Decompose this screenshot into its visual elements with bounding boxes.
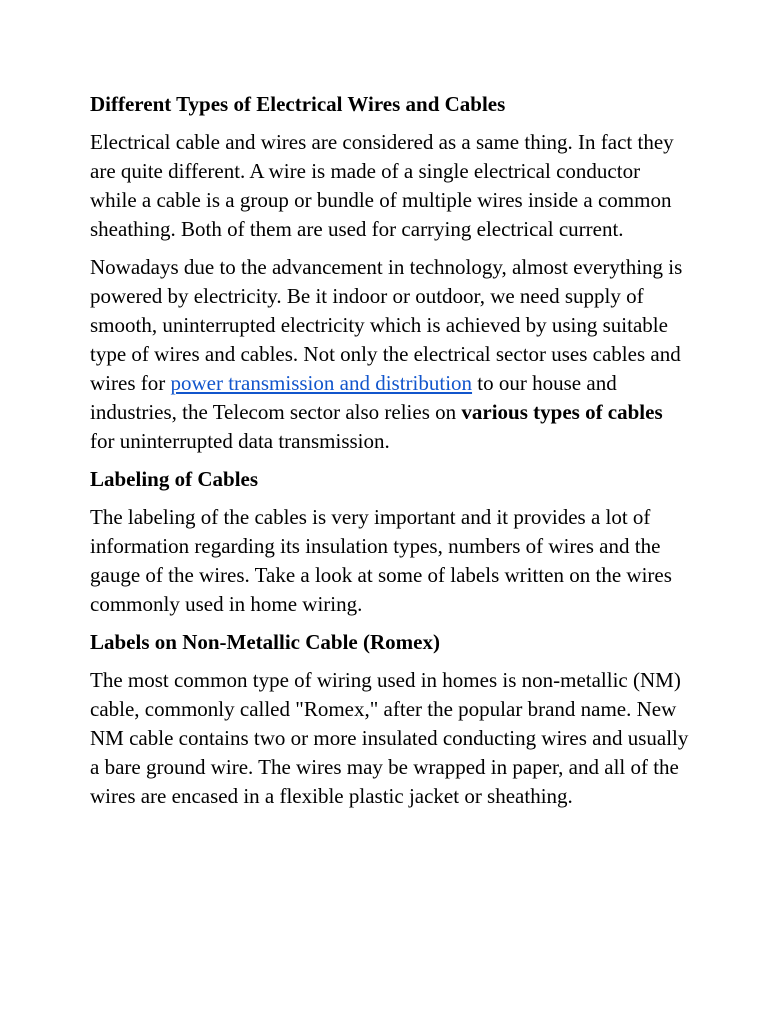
technology-paragraph-text-2: to our house and industries, the Telecom sector also relies on: [90, 371, 617, 424]
technology-paragraph: [90, 253, 690, 456]
labeling-paragraph: The labeling of the cables is very important and it provides a lot of information regarding its insulation types, numbers of wires and the gauge of the wires. Take a look at some of labels written on the wires commonly used in home wiring.: [90, 505, 672, 616]
intro-paragraph: Electrical cable and wires are considered as a same thing. In fact they are quite different. A wire is made of a single electrical conductor while a cable is a group or bundle of multiple wires inside a common sheathing. Both of them are used for carrying electrical current.: [90, 130, 674, 241]
various-cables-bold-text: various types of cables: [461, 400, 663, 424]
document-title: Different Types of Electrical Wires and Cables: [90, 92, 506, 116]
romex-heading: Labels on Non-Metallic Cable (Romex): [90, 630, 440, 654]
document-page: [90, 90, 690, 820]
romex-paragraph: The most common type of wiring used in homes is non-metallic (NM) cable, commonly called "Romex," after the popular brand name. New NM cable contains two or more insulated conducting wires and usually a bare ground wire. The wires may be wrapped in paper, and all of the wires are encased in a flexible plastic jacket or sheathing.: [90, 668, 689, 808]
labeling-heading: Labeling of Cables: [90, 467, 259, 491]
technology-paragraph-text-3: for uninterrupted data transmission.: [90, 429, 390, 453]
technology-paragraph-text-1: Nowadays due to the advancement in technology, almost everything is powered by electricity. Be it indoor or outdoor, we need supply of smooth, uninterrupted electricity which is achieved by using suitable type of wires and cables. Not only the electrical sector uses cables and wires for: [90, 255, 683, 395]
power-transmission-link[interactable]: power transmission and distribution: [170, 371, 473, 395]
